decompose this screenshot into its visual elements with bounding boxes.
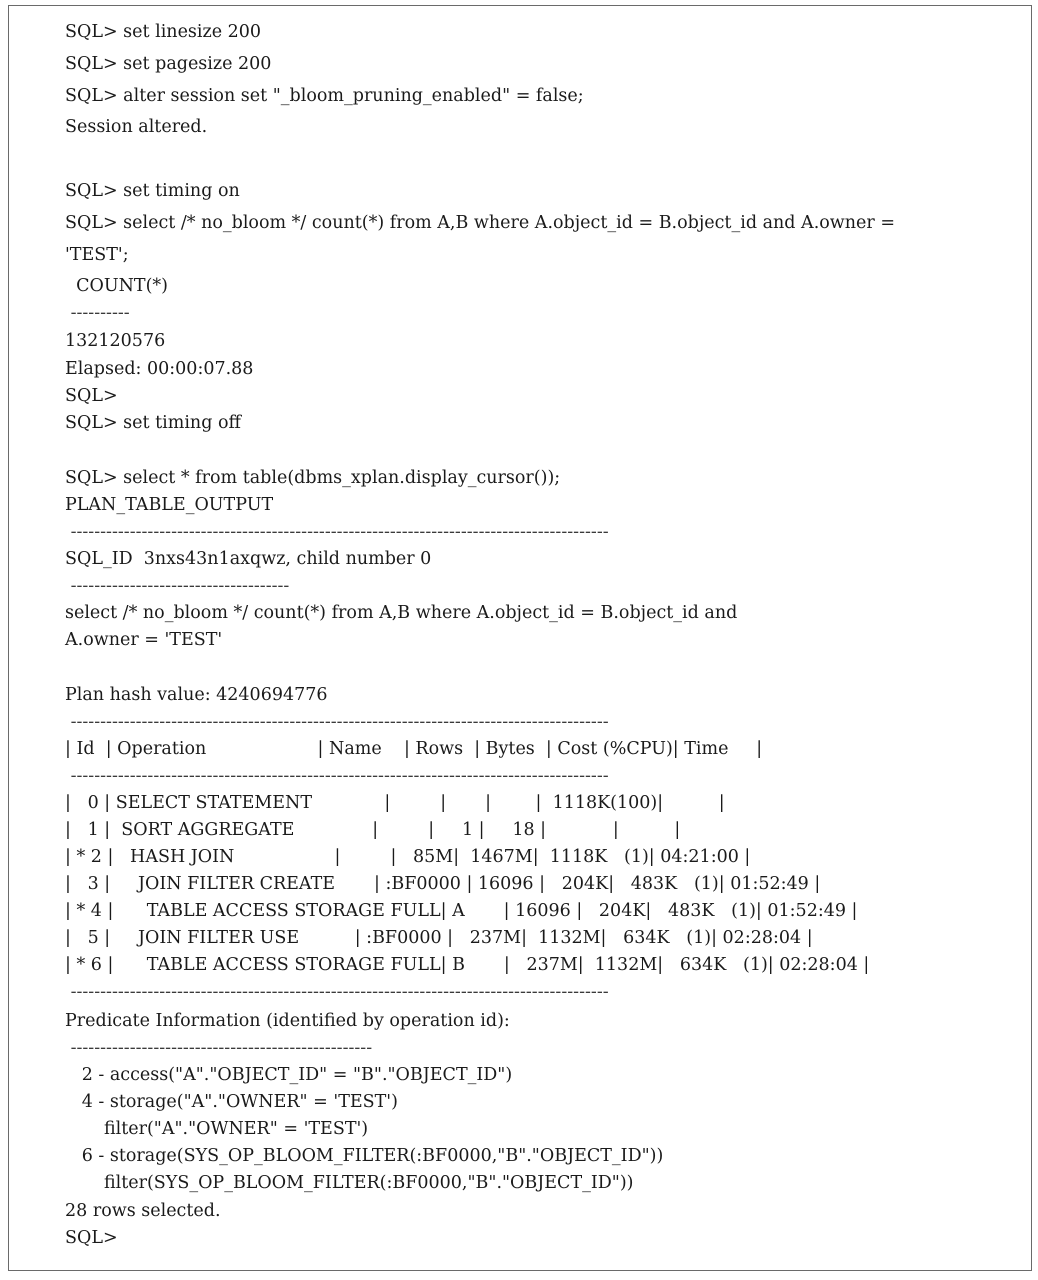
- console-line-elapsed: Elapsed: 00:00:07.88: [65, 359, 254, 379]
- predicate-line: filter(SYS_OP_BLOOM_FILTER(:BF0000,"B"."OBJECT_ID")): [65, 1173, 634, 1193]
- plan-table-row: | * 2 | HASH JOIN | | 85M| 1467M| 1118K (1)| 04:21:00 |: [65, 847, 751, 867]
- predicate-line: 6 - storage(SYS_OP_BLOOM_FILTER(:BF0000,"B"."OBJECT_ID")): [65, 1146, 664, 1166]
- console-line-separator-2: -------------------------------------: [65, 576, 290, 596]
- console-line-separator-4: -------------------------------------------------------------------------------------------: [65, 766, 609, 786]
- predicate-line: 4 - storage("A"."OWNER" = 'TEST'): [65, 1092, 398, 1112]
- console-line-set-timing-on: SQL> set timing on: [65, 181, 240, 201]
- console-line-plan-hash: Plan hash value: 4240694776: [65, 685, 328, 705]
- console-line-final-prompt: SQL>: [65, 1228, 118, 1248]
- console-line-query-text: select /* no_bloom */ count(*) from A,B where A.object_id = B.object_id and: [65, 603, 738, 623]
- console-line-plan-table-output: PLAN_TABLE_OUTPUT: [65, 495, 274, 515]
- plan-table-row: | 5 | JOIN FILTER USE | :BF0000 | 237M| 1132M| 634K (1)| 02:28:04 |: [65, 928, 813, 948]
- console-line-rows-selected: 28 rows selected.: [65, 1201, 221, 1221]
- console-line-set-pagesize: SQL> set pagesize 200: [65, 54, 272, 74]
- console-line-select-count-wrap: 'TEST';: [65, 245, 129, 265]
- console-line-count-header: COUNT(*): [65, 276, 169, 296]
- console-line-separator-5: -------------------------------------------------------------------------------------------: [65, 982, 609, 1002]
- console-line-alter-session: SQL> alter session set "_bloom_pruning_enabled" = false;: [65, 86, 584, 106]
- plan-table-row: | * 4 | TABLE ACCESS STORAGE FULL| A | 16096 | 204K| 483K (1)| 01:52:49 |: [65, 901, 858, 921]
- predicate-info-heading: Predicate Information (identified by operation id):: [65, 1011, 510, 1031]
- console-line-session-altered: Session altered.: [65, 117, 208, 137]
- predicate-line: 2 - access("A"."OBJECT_ID" = "B"."OBJECT_ID"): [65, 1065, 513, 1085]
- console-line-display-cursor: SQL> select * from table(dbms_xplan.display_cursor());: [65, 468, 561, 488]
- console-line-set-timing-off: SQL> set timing off: [65, 413, 241, 433]
- console-line-set-linesize: SQL> set linesize 200: [65, 22, 262, 42]
- console-line-separator-3: -------------------------------------------------------------------------------------------: [65, 712, 609, 732]
- console-line-count-dashes: ----------: [65, 303, 130, 323]
- console-line-separator-1: -------------------------------------------------------------------------------------------: [65, 522, 609, 542]
- console-line-query-text-wrap: A.owner = 'TEST': [65, 630, 223, 650]
- console-line-sql-prompt: SQL>: [65, 386, 118, 406]
- plan-table-header: | Id | Operation | Name | Rows | Bytes | Cost (%CPU)| Time |: [65, 739, 763, 759]
- plan-table-row: | 0 | SELECT STATEMENT | | | | 1118K(100)| |: [65, 793, 725, 813]
- console-line-sql-id: SQL_ID 3nxs43n1axqwz, child number 0: [65, 549, 432, 569]
- console-line-count-value: 132120576: [65, 331, 166, 351]
- predicate-line: filter("A"."OWNER" = 'TEST'): [65, 1119, 369, 1139]
- console-line-separator-6: ---------------------------------------------------: [65, 1038, 373, 1058]
- plan-table-row: | * 6 | TABLE ACCESS STORAGE FULL| B | 237M| 1132M| 634K (1)| 02:28:04 |: [65, 955, 870, 975]
- plan-table-row: | 3 | JOIN FILTER CREATE | :BF0000 | 16096 | 204K| 483K (1)| 01:52:49 |: [65, 874, 821, 894]
- console-line-select-count: SQL> select /* no_bloom */ count(*) from A,B where A.object_id = B.object_id and A.owner =: [65, 213, 895, 233]
- plan-table-row: | 1 | SORT AGGREGATE | | 1 | 18 | | |: [65, 820, 681, 840]
